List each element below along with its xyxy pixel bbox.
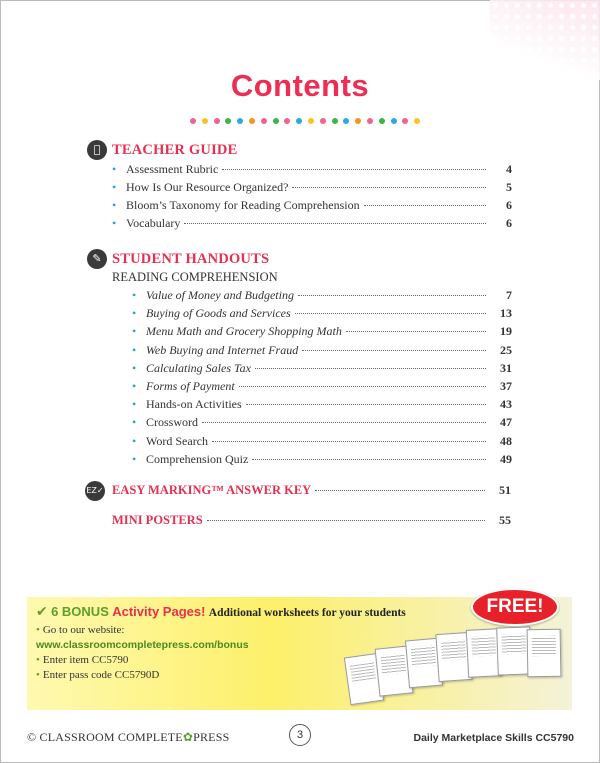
decorative-dot xyxy=(190,118,196,124)
bullet-icon: • xyxy=(132,415,137,430)
toc-entry-page: 31 xyxy=(500,360,512,375)
decorative-dot xyxy=(237,118,243,124)
toc-entry-page: 5 xyxy=(506,180,512,194)
bullet-icon: • xyxy=(132,288,137,302)
toc-entry-page: 55 xyxy=(499,513,511,527)
worksheet-thumbnail xyxy=(527,629,562,678)
toc-entry-label: Web Buying and Internet Fraud xyxy=(146,342,299,357)
toc-entry[interactable] xyxy=(112,216,512,232)
bullet-icon: • xyxy=(132,306,137,321)
toc-entry-page: 4 xyxy=(506,162,512,176)
toc-entry-label: Menu Math and Grocery Shopping Math xyxy=(146,324,342,339)
decorative-dot xyxy=(320,118,326,124)
toc-entry-label: Hands-on Activities xyxy=(146,397,242,412)
bonus-step: • Enter item CC5790 xyxy=(36,654,129,666)
decorative-dot xyxy=(343,118,349,124)
apple-icon xyxy=(87,140,107,160)
dot-leader xyxy=(292,187,486,188)
teacher-guide-heading: TEACHER GUIDE xyxy=(112,142,238,158)
toc-entry-label: How Is Our Resource Organized? xyxy=(126,180,289,194)
toc-entry-page: 6 xyxy=(506,216,512,230)
publisher-logo: © CLASSROOM COMPLETE✿PRESS xyxy=(27,730,230,744)
decorative-dot xyxy=(332,118,338,124)
dot-leader xyxy=(364,205,486,206)
toc-entry-label: Comprehension Quiz xyxy=(146,451,249,466)
bullet-icon: • xyxy=(132,324,137,339)
dot-leader xyxy=(295,313,486,314)
page-number: 3 xyxy=(289,724,311,746)
toc-entry[interactable] xyxy=(112,198,512,214)
toc-entry-page: 37 xyxy=(500,379,512,393)
decorative-dot xyxy=(261,118,267,124)
bullet-icon: • xyxy=(112,216,117,230)
bonus-count: 6 BONUS xyxy=(51,604,109,619)
bonus-instructions xyxy=(36,623,249,683)
toc-entry-page: 49 xyxy=(500,451,512,466)
dot-leader xyxy=(239,386,486,387)
reading-comprehension-subheading: READING COMPREHENSION xyxy=(112,270,278,284)
decorative-dot xyxy=(249,118,255,124)
check-icon: ✔ xyxy=(36,603,48,619)
decorative-dot xyxy=(284,118,290,124)
decorative-dot xyxy=(296,118,302,124)
toc-entry-label: Assessment Rubric xyxy=(126,162,219,176)
bullet-icon: • xyxy=(132,379,137,393)
toc-entry-label: Buying of Goods and Services xyxy=(146,306,291,321)
toc-entry-page: 6 xyxy=(506,198,512,212)
toc-entry-page: 43 xyxy=(500,397,512,412)
decorative-dot xyxy=(402,118,408,124)
decorative-dot xyxy=(367,118,373,124)
toc-entry[interactable] xyxy=(132,415,512,431)
bullet-icon: • xyxy=(112,198,117,212)
decorative-dot xyxy=(355,118,361,124)
dot-leader xyxy=(252,459,486,460)
bullet-icon: • xyxy=(132,451,137,466)
bonus-url-link[interactable]: www.classroomcompletepress.com/bonus xyxy=(36,639,249,651)
page-title: Contents xyxy=(230,68,370,103)
toc-entry-page: 51 xyxy=(499,483,511,497)
toc-entry-label: MINI POSTERS xyxy=(112,513,203,527)
toc-entry-page: 7 xyxy=(506,288,512,302)
leaf-icon: ✿ xyxy=(182,730,194,744)
toc-entry-page: 25 xyxy=(500,342,512,357)
toc-entry[interactable] xyxy=(132,324,512,340)
decorative-dot xyxy=(379,118,385,124)
toc-entry[interactable] xyxy=(112,162,512,178)
toc-entry-answer-key[interactable] xyxy=(112,483,511,499)
book-title: Daily Marketplace Skills CC5790 xyxy=(413,732,574,744)
student-handouts-heading: STUDENT HANDOUTS xyxy=(112,251,270,267)
bullet-icon: • xyxy=(132,433,137,448)
decorative-dot xyxy=(214,118,220,124)
dot-leader xyxy=(346,331,486,332)
decorative-dot xyxy=(202,118,208,124)
bullet-icon: • xyxy=(132,397,137,412)
toc-entry-label: Vocabulary xyxy=(126,216,181,230)
bonus-banner xyxy=(27,597,572,710)
toc-entry-label: Value of Money and Budgeting xyxy=(146,288,294,302)
dot-leader xyxy=(298,295,486,296)
dot-leader xyxy=(184,223,486,224)
decorative-dot xyxy=(391,118,397,124)
toc-entry[interactable] xyxy=(132,452,512,468)
bonus-activity-label: Activity Pages! xyxy=(112,604,206,619)
decorative-dot xyxy=(225,118,231,124)
toc-entry[interactable] xyxy=(132,288,512,304)
dot-leader xyxy=(315,490,485,491)
toc-entry[interactable] xyxy=(132,434,512,450)
decorative-dots xyxy=(190,118,420,124)
decorative-dot xyxy=(308,118,314,124)
free-badge: FREE! xyxy=(471,588,559,626)
toc-entry-page: 13 xyxy=(500,306,512,321)
bullet-icon: • xyxy=(112,180,117,194)
bonus-step: • Go to our website: xyxy=(36,624,125,636)
dot-leader xyxy=(246,404,486,405)
toc-entry[interactable] xyxy=(132,379,512,395)
toc-entry-label: Crossword xyxy=(146,415,199,430)
toc-entry-label: Forms of Payment xyxy=(146,379,235,393)
toc-entry-page: 47 xyxy=(500,415,512,430)
dot-leader xyxy=(255,368,486,369)
dot-leader xyxy=(207,520,485,521)
toc-entry-label: EASY MARKING™ ANSWER KEY xyxy=(112,483,312,497)
ez-check-icon: EZ✓ xyxy=(85,481,105,501)
toc-entry-page: 19 xyxy=(500,324,512,339)
toc-entry-label: Bloom’s Taxonomy for Reading Comprehension xyxy=(126,198,360,212)
dot-leader xyxy=(222,169,486,170)
decorative-dot xyxy=(273,118,279,124)
toc-entry[interactable] xyxy=(132,397,512,413)
toc-entry[interactable] xyxy=(132,361,512,377)
bullet-icon: • xyxy=(112,162,117,176)
toc-entry[interactable] xyxy=(132,343,512,359)
dot-leader xyxy=(202,422,486,423)
bonus-description: Additional worksheets for your students xyxy=(208,607,406,619)
toc-entry[interactable] xyxy=(112,180,512,196)
bullet-icon: • xyxy=(132,342,137,357)
toc-entry-page: 48 xyxy=(500,433,512,448)
toc-entry-label: Calculating Sales Tax xyxy=(146,360,251,375)
bonus-heading xyxy=(36,603,406,620)
dot-leader xyxy=(302,350,486,351)
toc-entry-mini-posters[interactable] xyxy=(112,513,511,529)
toc-entry-label: Word Search xyxy=(146,433,209,448)
pencil-icon: ✎ xyxy=(87,249,107,269)
bullet-icon: • xyxy=(132,360,137,375)
dot-leader xyxy=(212,441,486,442)
bonus-step: • Enter pass code CC5790D xyxy=(36,669,160,681)
decorative-dot xyxy=(414,118,420,124)
toc-entry[interactable] xyxy=(132,306,512,322)
